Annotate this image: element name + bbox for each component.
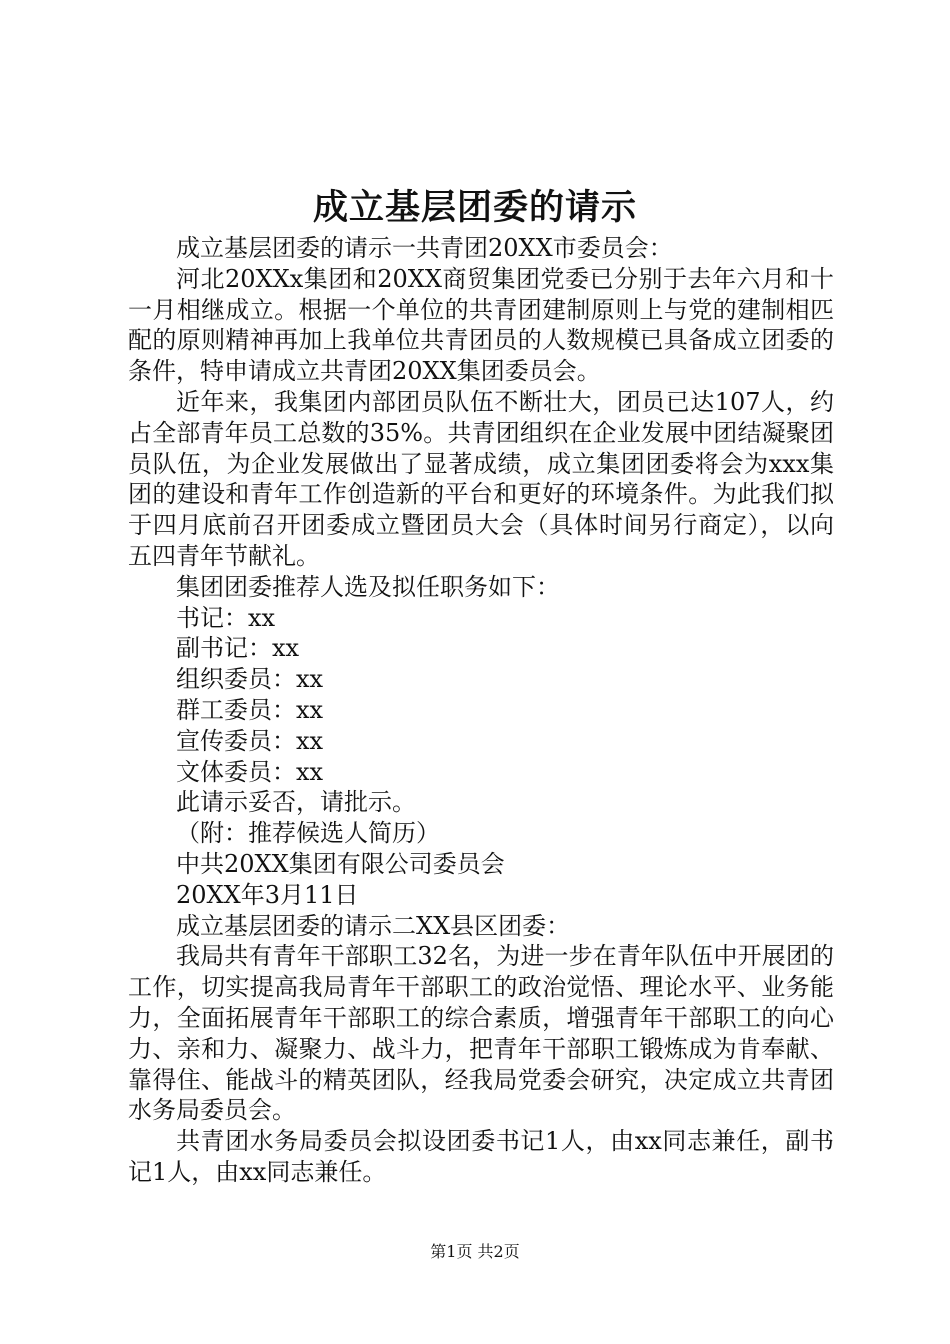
signature-date: 20XX年3月11日 (176, 880, 359, 909)
body-paragraph: 河北20XXx集团和20XX商贸集团党委已分别于去年六月和十一月相继成立。根据一个单位的共青团建制原则上与党的建制相匹配的原则精神再加上我单位共青团员的人数规模已具备成立团委的条件，特申请成立共青团20XX集团委员会。 (128, 264, 834, 386)
list-item: 书记：xx (176, 603, 276, 632)
list-intro: 集团团委推荐人选及拟任职务如下： (176, 572, 560, 601)
list-item: 群工委员：xx (176, 695, 324, 724)
list-item: 组织委员：xx (176, 665, 324, 694)
list-item: 副书记：xx (176, 634, 300, 663)
page-number-footer: 第1页 共2页 (430, 1242, 520, 1261)
attachment-note: （附：推荐候选人简历） (176, 819, 440, 848)
document-title: 成立基层团委的请示 (312, 187, 637, 228)
body-paragraph: 我局共有青年干部职工32名，为进一步在青年队伍中开展团的工作，切实提高我局青年干部职工的政治觉悟、理论水平、业务能力，全面拓展青年干部职工的综合素质，增强青年干部职工的向心力、亲和力、凝聚力、战斗力，把青年干部职工锻炼成为肯奉献、靠得住、能战斗的精英团队，经我局党委会研究，决定成立共青团水务局委员会。 (128, 942, 834, 1125)
signature-organization: 中共20XX集团有限公司委员会 (176, 849, 505, 878)
list-item: 文体委员：xx (176, 757, 324, 786)
body-paragraph: 共青团水务局委员会拟设团委书记1人，由xx同志兼任，副书记1人，由xx同志兼任。 (128, 1127, 834, 1186)
request-closing: 此请示妥否，请批示。 (176, 788, 416, 817)
document-body (128, 233, 834, 1188)
list-item: 宣传委员：xx (176, 726, 324, 755)
salutation-paragraph: 成立基层团委的请示二XX县区团委： (176, 911, 571, 940)
body-paragraph: 近年来，我集团内部团员队伍不断壮大，团员已达107人，约占全部青年员工总数的35%。共青团组织在企业发展中团结凝聚团员队伍，为企业发展做出了显著成绩，成立集团团委将会为xxx集团的建设和青年工作创造新的平台和更好的环境条件。为此我们拟于四月底前召开团委成立暨团员大会（具体时间另行商定），以向五四青年节献礼。 (128, 387, 834, 570)
salutation-paragraph: 成立基层团委的请示一共青团20XX市委员会： (176, 234, 673, 262)
